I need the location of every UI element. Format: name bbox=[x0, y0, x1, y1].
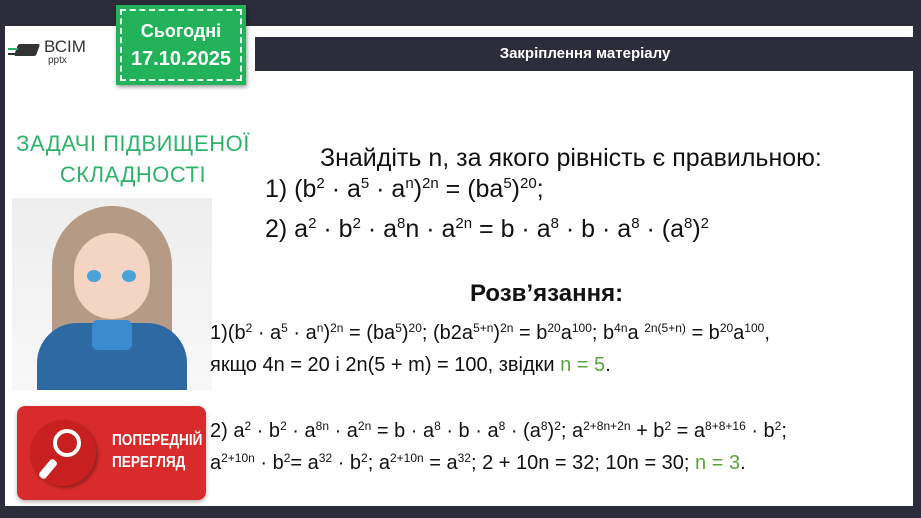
solution-heading: Розв’язання: bbox=[470, 280, 624, 307]
exponent: n bbox=[316, 320, 324, 335]
math-text: ) bbox=[547, 420, 555, 442]
exponent: 100 bbox=[571, 320, 592, 335]
math-text: · b bbox=[251, 420, 281, 442]
exponent: 2n bbox=[357, 418, 372, 433]
math-text: · a bbox=[286, 420, 316, 442]
math-text: · a bbox=[329, 420, 358, 442]
exponent: 2n(5+n) bbox=[644, 320, 686, 335]
graduation-cap-icon bbox=[8, 42, 42, 62]
exponent: 5 bbox=[360, 175, 370, 192]
date-value: 17.10.2025 bbox=[130, 48, 232, 70]
left-title-line1: ЗАДАЧІ ПІДВИЩЕНОЇ bbox=[16, 131, 250, 156]
math-text: = a bbox=[290, 452, 319, 474]
math-text: 2) a bbox=[210, 420, 245, 442]
solution-line bbox=[210, 354, 611, 377]
exponent: 20 bbox=[547, 320, 561, 335]
left-title bbox=[8, 128, 258, 190]
math-text: · a bbox=[369, 175, 406, 203]
exponent: 2 bbox=[308, 215, 317, 232]
header-bar bbox=[255, 37, 915, 71]
math-text: . bbox=[605, 354, 611, 376]
exponent: 8 bbox=[684, 215, 693, 232]
left-title-line2: СКЛАДНОСТІ bbox=[59, 162, 207, 187]
girl-illustration bbox=[12, 198, 212, 390]
exponent: 4n bbox=[614, 320, 628, 335]
exponent: 8 bbox=[631, 215, 640, 232]
math-text: a bbox=[560, 322, 572, 344]
logo-sub: pptx bbox=[48, 55, 67, 66]
math-text: ) bbox=[401, 322, 409, 344]
preview-line1: ПОПЕРЕДНІЙ bbox=[112, 432, 203, 449]
exponent: 5+n bbox=[473, 320, 494, 335]
math-text: · a bbox=[287, 322, 317, 344]
math-text: = b · a bbox=[371, 420, 435, 442]
math-text: · a bbox=[324, 175, 361, 203]
exponent: 2+10n bbox=[389, 450, 424, 465]
exponent: 2n bbox=[330, 320, 344, 335]
exponent: 8 bbox=[434, 418, 441, 433]
exponent: 20 bbox=[520, 175, 537, 192]
math-text: a bbox=[210, 452, 222, 474]
math-text: = (ba bbox=[438, 175, 504, 203]
exponent: 2 bbox=[280, 418, 287, 433]
exponent: 8 bbox=[397, 215, 406, 232]
math-text: 2) a bbox=[265, 215, 309, 243]
preview-button[interactable] bbox=[17, 406, 206, 500]
exponent: 2n bbox=[422, 175, 439, 192]
math-text: якщо 4n = 20 і 2n(5 + m) = 100, звідки bbox=[210, 354, 561, 376]
exponent: 5 bbox=[503, 175, 512, 192]
math-text: ; bbox=[781, 420, 787, 442]
math-text: · (a bbox=[505, 420, 541, 442]
math-text: · b · a bbox=[558, 215, 632, 243]
math-text: ) bbox=[493, 322, 501, 344]
math-text: · (a bbox=[639, 215, 684, 243]
math-text: 1)(b bbox=[210, 322, 246, 344]
exponent: 8 bbox=[550, 215, 559, 232]
exponent: 8 bbox=[498, 418, 506, 433]
math-text: , bbox=[764, 322, 770, 344]
exponent: 2+8n+2n bbox=[583, 418, 631, 433]
solution-line bbox=[210, 420, 787, 443]
exponent: 2 bbox=[774, 418, 782, 433]
math-text: · a bbox=[360, 215, 398, 243]
exponent: 8 bbox=[540, 418, 548, 433]
exponent: 8n bbox=[315, 418, 330, 433]
math-text: 1) (b bbox=[265, 175, 317, 203]
exponent: n bbox=[405, 175, 414, 192]
math-text: · b bbox=[332, 452, 362, 474]
magnifier-icon bbox=[30, 420, 96, 486]
exponent: 32 bbox=[457, 450, 471, 465]
math-text: ) bbox=[413, 175, 423, 203]
exponent: 5 bbox=[395, 320, 402, 335]
math-text: = b bbox=[513, 322, 548, 344]
logo bbox=[8, 38, 86, 66]
header-title: Закріплення матеріалу bbox=[499, 45, 671, 62]
math-text: ; a bbox=[560, 420, 584, 442]
date-label: Сьогодні bbox=[140, 21, 222, 41]
task-prompt: Знайдіть n, за якого рівність є правильною: bbox=[320, 144, 822, 172]
exponent: 2 bbox=[352, 215, 361, 232]
math-text: a bbox=[733, 322, 745, 344]
answer: n = 5 bbox=[560, 354, 606, 376]
math-text: ; 2 + 10n = 32; 10n = 30; bbox=[470, 452, 696, 474]
exponent: 2 bbox=[245, 320, 253, 335]
math-text: + b bbox=[630, 420, 665, 442]
exponent: 2 bbox=[664, 418, 672, 433]
math-text: · b · a bbox=[440, 420, 499, 442]
exponent: 2+10n bbox=[221, 450, 255, 465]
math-text: = a bbox=[671, 420, 706, 442]
math-text: . bbox=[740, 452, 746, 474]
exponent: 20 bbox=[719, 320, 734, 335]
exponent: 5 bbox=[281, 320, 288, 335]
solution-line bbox=[210, 322, 770, 345]
exponent: 20 bbox=[408, 320, 422, 335]
math-text: · b bbox=[316, 215, 353, 243]
exponent: 2 bbox=[554, 418, 561, 433]
answer: n = 3 bbox=[695, 452, 741, 474]
exponent: 2 bbox=[316, 175, 325, 192]
math-text: ) bbox=[692, 215, 701, 243]
exponent: 8+8+16 bbox=[705, 418, 746, 433]
exponent: 2 bbox=[361, 450, 368, 465]
math-text: · a bbox=[252, 322, 282, 344]
exponent: 32 bbox=[318, 450, 333, 465]
date-badge bbox=[116, 5, 246, 85]
math-text: = b bbox=[685, 322, 720, 344]
exponent: 100 bbox=[744, 320, 765, 335]
math-text: = (ba bbox=[343, 322, 396, 344]
math-text: = b · a bbox=[472, 215, 551, 243]
exponent: 2 bbox=[283, 450, 291, 465]
exponent: 2n bbox=[500, 320, 514, 335]
exponent: 2n bbox=[455, 215, 473, 232]
math-text: = a bbox=[423, 452, 458, 474]
task-equation-2 bbox=[265, 215, 709, 244]
exponent: 2 bbox=[700, 215, 710, 232]
math-text: ; a bbox=[367, 452, 390, 474]
math-text: a bbox=[627, 322, 645, 344]
preview-line2: ПЕРЕГЛЯД bbox=[112, 454, 186, 471]
math-text: · b bbox=[254, 452, 284, 474]
exponent: 2 bbox=[244, 418, 252, 433]
math-text: n · a bbox=[405, 215, 456, 243]
task-equation-1 bbox=[265, 175, 544, 204]
solution-line bbox=[210, 452, 746, 475]
logo-brand: ВСІМ bbox=[44, 37, 86, 56]
math-text: ; b bbox=[591, 322, 615, 344]
math-text: · b bbox=[745, 420, 775, 442]
math-text: ; (b2a bbox=[421, 322, 474, 344]
math-text: ) bbox=[323, 322, 331, 344]
math-text: ; bbox=[536, 175, 544, 203]
math-text: ) bbox=[511, 175, 520, 203]
